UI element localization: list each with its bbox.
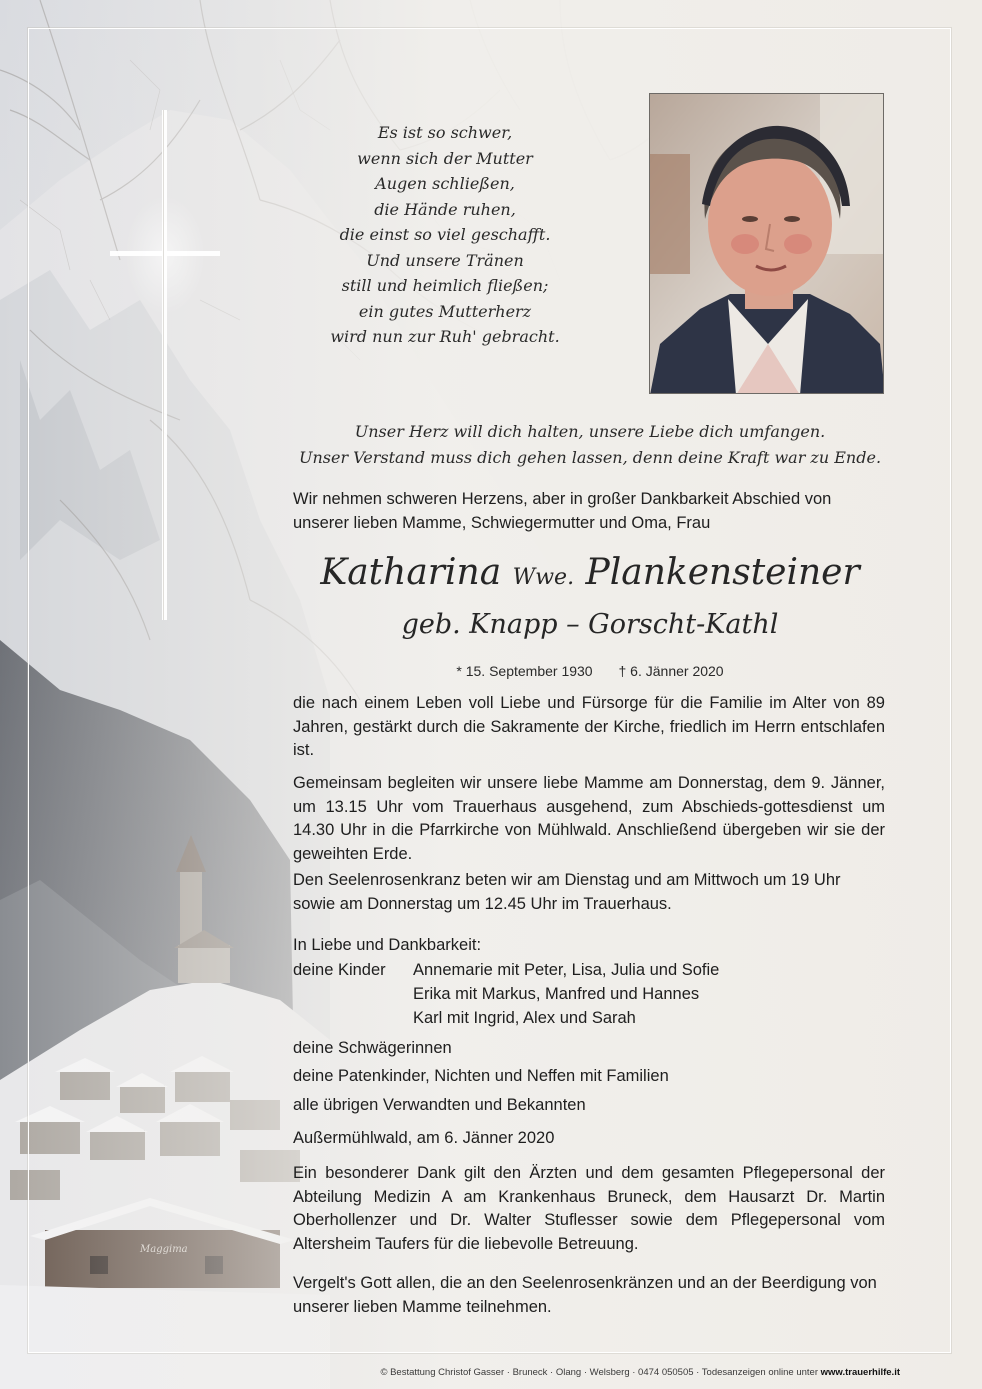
- first-name: Katharina: [320, 552, 502, 593]
- portrait-photo: [649, 93, 884, 394]
- poem-line: die Hände ruhen,: [374, 199, 516, 219]
- paragraph-funeral: Gemeinsam begleiten wir unsere liebe Mamme am Donnerstag, dem 9. Jänner, um 13.15 Uhr vom Trauerhaus ausgehend, zum Abschieds-gottesdienst um 14.30 Uhr in die Pfarrkirche von Mühlwald. Anschließend übergeben wir sie der geweihten Erde.: [293, 774, 885, 863]
- child-family: Karl mit Ingrid, Alex und Sarah: [413, 1009, 636, 1027]
- last-name: Plankensteiner: [585, 552, 860, 593]
- widow-abbr: Wwe.: [512, 565, 575, 590]
- footer-text: © Bestattung Christof Gasser · Bruneck · Olang · Welsberg · 0474 050505 · Todesanzeigen online unter: [380, 1367, 818, 1378]
- footer: [300, 1367, 900, 1378]
- poem-line: still und heimlich fließen;: [341, 276, 549, 295]
- paragraph-thanks: Ein besonderer Dank gilt den Ärzten und dem gesamten Pflegepersonal der Abteilung Medizin A am Krankenhaus Bruneck, dem Hausarzt Dr. Martin Oberhollenzer und Dr. Walter Stuflesser sowie dem Pflegepersonal vom Altersheim Taufers für die liebevolle Betreuung.: [293, 1164, 885, 1253]
- paragraph-passing: die nach einem Leben voll Liebe und Fürsorge für die Familie im Alter von 89 Jahren, gestärkt durch die Sakramente der Kirche, friedlich im Herrn entschlafen ist.: [293, 694, 885, 759]
- family-heading: In Liebe und Dankbarkeit:: [293, 936, 482, 954]
- sisters-in-law: deine Schwägerinnen: [293, 1039, 452, 1057]
- motto-line: Unser Herz will dich halten, unsere Liebe dich umfangen.: [354, 422, 826, 441]
- footer-website-link[interactable]: www.trauerhilfe.it: [820, 1367, 900, 1378]
- motto-line: Unser Verstand muss dich gehen lassen, denn deine Kraft war zu Ende.: [298, 448, 882, 467]
- paragraph-rosary: Den Seelenrosenkranz beten wir am Dienstag und am Mittwoch um 19 Uhr sowie am Donnerstag um 12.45 Uhr im Trauerhaus.: [293, 871, 841, 913]
- godchildren: deine Patenkinder, Nichten und Neffen mit Familien: [293, 1067, 669, 1085]
- relatives: alle übrigen Verwandten und Bekannten: [293, 1096, 586, 1114]
- intro-text: Wir nehmen schweren Herzens, aber in großer Dankbarkeit Abschied von unserer lieben Mamme, Schwiegermutter und Oma, Frau: [293, 490, 832, 532]
- child-family: Annemarie mit Peter, Lisa, Julia und Sofie: [413, 961, 720, 979]
- poem-line: Es ist so schwer,: [377, 123, 513, 142]
- place-date: Außermühlwald, am 6. Jänner 2020: [293, 1129, 555, 1147]
- children-row: [293, 958, 413, 982]
- life-dates: [290, 661, 890, 681]
- maiden-name: geb. Knapp – Gorscht-Kathl: [401, 609, 779, 640]
- motto: [290, 419, 890, 471]
- poem-line: die einst so viel geschafft.: [339, 225, 551, 244]
- poem-line: Und unsere Tränen: [366, 250, 524, 270]
- poem-line: ein gutes Mutterherz: [358, 301, 532, 321]
- death-date: † 6. Jänner 2020: [618, 663, 724, 679]
- deceased-name: [290, 548, 890, 603]
- birth-date: * 15. September 1930: [456, 663, 593, 679]
- poem-line: Augen schließen,: [375, 174, 515, 193]
- poem: [290, 120, 600, 350]
- poem-line: wenn sich der Mutter: [357, 148, 533, 168]
- child-family: Erika mit Markus, Manfred und Hannes: [413, 985, 700, 1003]
- paragraph-vergelts-gott: Vergelt's Gott allen, die an den Seelenrosenkränzen und an der Beerdigung von unserer lieben Mamme teilnehmen.: [293, 1274, 877, 1316]
- poem-line: wird nun zur Ruh' gebracht.: [330, 327, 560, 346]
- children-label: deine Kinder: [293, 961, 386, 979]
